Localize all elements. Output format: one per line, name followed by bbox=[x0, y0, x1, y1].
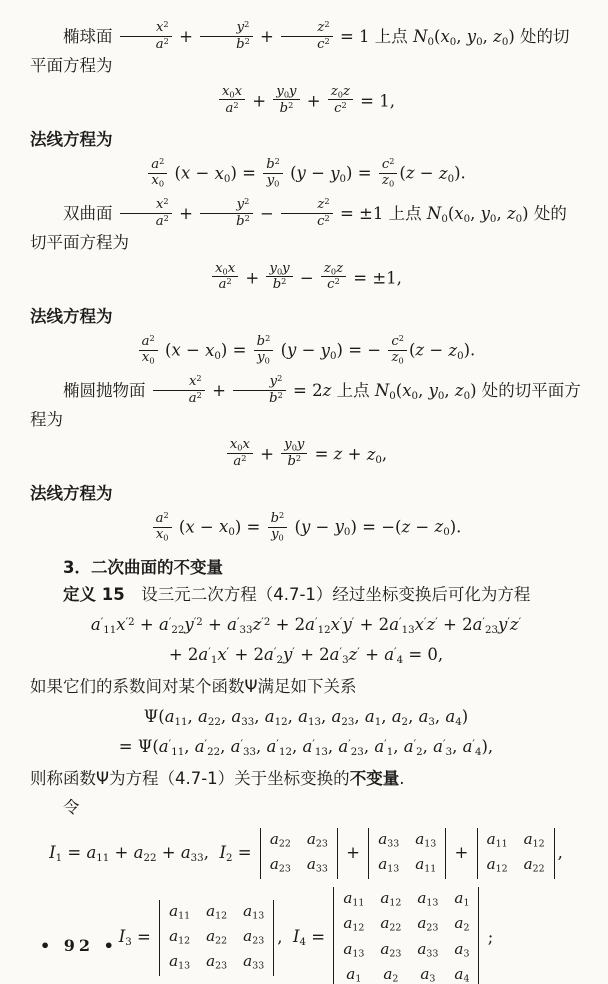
para-let: 令 bbox=[63, 798, 80, 818]
fraction: $\frac{a^2}{x0}$ bbox=[148, 157, 167, 189]
label-normal-line-2: 法线方程为 bbox=[30, 307, 113, 327]
eq-psi-primed: = Ψ(a′11, a′22, a′33, a′12, a′13, a′23, a′1, a′2, a′3, a′4), bbox=[118, 737, 494, 758]
fraction: $\frac{b^2}{y0}$ bbox=[254, 334, 274, 366]
eq-paraboloid-tangent-plane: $\frac{x0x}{a^2}$ + $\frac{y0y}{b^2}$ = z + z0, bbox=[30, 439, 582, 471]
eq-transformed-line-2: + 2a′1x′ + 2a′2y′ + 2a′3z′ + a′4 = 0, bbox=[168, 644, 444, 666]
eq-ellipsoid-tangent-plane: $\frac{x0x}{a^2}$ + $\frac{y0y}{b^2}$ + $\frac{z0z}{c^2}$ = 1, bbox=[30, 86, 582, 118]
fraction: $\frac{z^2}{c^2}$ bbox=[281, 197, 333, 230]
para-elliptic-paraboloid: 椭圆抛物面 $\frac{x^2}{a^2}$ + $\frac{y^2}{b^2}$ = 2z 上点 N0(x0, y0, z0) 处的切平面方程为 bbox=[30, 372, 581, 429]
page-content bbox=[30, 21, 582, 984]
fraction: $\frac{x^2}{a^2}$ bbox=[153, 374, 205, 407]
para-hyperboloid: 双曲面 $\frac{x^2}{a^2}$ + $\frac{y^2}{b^2}$ − $\frac{z^2}{c^2}$ = ±1 上点 N0(x0, y0, z0) 处的切平面方程为 bbox=[30, 195, 567, 252]
fraction: $\frac{x0x}{a^2}$ bbox=[212, 262, 238, 294]
fraction: $\frac{c^2}{z0}$ bbox=[379, 157, 398, 189]
para-psi-condition: 如果它们的系数间对某个函数Ψ满足如下关系 bbox=[30, 676, 357, 696]
fraction: $\frac{x^2}{a^2}$ bbox=[120, 197, 172, 230]
fraction: $\frac{z^2}{c^2}$ bbox=[281, 20, 333, 53]
eq-psi-args: Ψ(a11, a22, a33, a12, a13, a23, a1, a2, a3, a4) bbox=[143, 706, 469, 728]
fraction: $\frac{y^2}{b^2}$ bbox=[200, 197, 253, 230]
fraction: $\frac{y0y}{b^2}$ bbox=[273, 85, 299, 117]
fraction: $\frac{x^2}{a^2}$ bbox=[120, 20, 172, 53]
determinant: a11 a12 a13 a1 a12 a22 a23 a2 a13 a23 a33 a3 a1 a2 a3 a4 bbox=[333, 887, 479, 984]
eq-hyperboloid-normal: $\frac{a^2}{x0}$ (x − x0) = $\frac{b^2}{y0}$ (y − y0) = − $\frac{c^2}{z0}$ (z − z0). bbox=[30, 335, 582, 367]
fraction: $\frac{c^2}{z0}$ bbox=[388, 334, 407, 366]
fraction: $\frac{a^2}{x0}$ bbox=[139, 334, 158, 366]
fraction: $\frac{y0y}{b^2}$ bbox=[281, 438, 307, 470]
label-normal-line-1: 法线方程为 bbox=[30, 130, 113, 150]
label-normal-line-3: 法线方程为 bbox=[30, 484, 113, 504]
determinant: a11 a12 a12 a22 bbox=[477, 828, 555, 879]
determinant: a22 a23 a23 a33 bbox=[260, 828, 338, 879]
eq-I1-I2: I1 = a11 + a22 + a33, I2 = a22 a23 a23 a33 + a33 a13 a13 a11 + a11 a12 a12 a22, bbox=[30, 828, 582, 879]
fraction: $\frac{y^2}{b^2}$ bbox=[233, 374, 286, 407]
fraction: $\frac{y0y}{b^2}$ bbox=[266, 262, 292, 294]
eq-I3-I4: I3 = a11 a12 a13 a12 a22 a23 a13 a23 a33, I4 = a11 a12 a13 a1 a12 a22 a23 a2 a13 a23 a33 a3 a1 a2 a3 a4 ; bbox=[30, 887, 582, 984]
fraction: $\frac{z0z}{c^2}$ bbox=[321, 262, 346, 294]
eq-hyperboloid-tangent-plane: $\frac{x0x}{a^2}$ + $\frac{y0y}{b^2}$ − $\frac{z0z}{c^2}$ = ±1, bbox=[30, 263, 582, 295]
para-definition-15: 定义 15 设三元二次方程（4.7-1）经过坐标变换后可化为方程 bbox=[63, 584, 531, 604]
fraction: $\frac{x0x}{a^2}$ bbox=[227, 438, 253, 470]
determinant: a33 a13 a13 a11 bbox=[368, 828, 446, 879]
heading-invariants: 3．二次曲面的不变量 bbox=[63, 557, 223, 577]
determinant: a11 a12 a13 a12 a22 a23 a13 a23 a33 bbox=[159, 900, 274, 976]
fraction: $\frac{y^2}{b^2}$ bbox=[200, 20, 253, 53]
eq-ellipsoid-normal: $\frac{a^2}{x0}$ (x − x0) = $\frac{b^2}{y0}$ (y − y0) = $\frac{c^2}{z0}$ (z − z0). bbox=[30, 158, 582, 190]
page-number: • 92 • bbox=[40, 936, 118, 955]
para-ellipsoid: 椭球面 $\frac{x^2}{a^2}$ + $\frac{y^2}{b^2}$ + $\frac{z^2}{c^2}$ = 1 上点 N0(x0, y0, z0) 处的切平面方程为 bbox=[30, 19, 570, 75]
fraction: $\frac{b^2}{y0}$ bbox=[268, 511, 288, 543]
eq-transformed-line-1: $a'11x^{'2} + a'22y^{'2} + a'33z^{'2} + 2a'12x'y' + 2a'13x'z' + 2a'23y'z'$ bbox=[90, 614, 522, 636]
para-invariant-definition: 则称函数Ψ为方程（4.7-1）关于坐标变换的不变量. bbox=[30, 769, 405, 789]
fraction: $\frac{z0z}{c^2}$ bbox=[328, 85, 353, 117]
eq-paraboloid-normal: $\frac{a^2}{x0}$ (x − x0) = $\frac{b^2}{y0}$ (y − y0) = −(z − z0). bbox=[30, 512, 582, 544]
fraction: $\frac{a^2}{x0}$ bbox=[153, 511, 172, 543]
fraction: $\frac{b^2}{y0}$ bbox=[263, 157, 283, 189]
fraction: $\frac{x0x}{a^2}$ bbox=[219, 85, 245, 117]
